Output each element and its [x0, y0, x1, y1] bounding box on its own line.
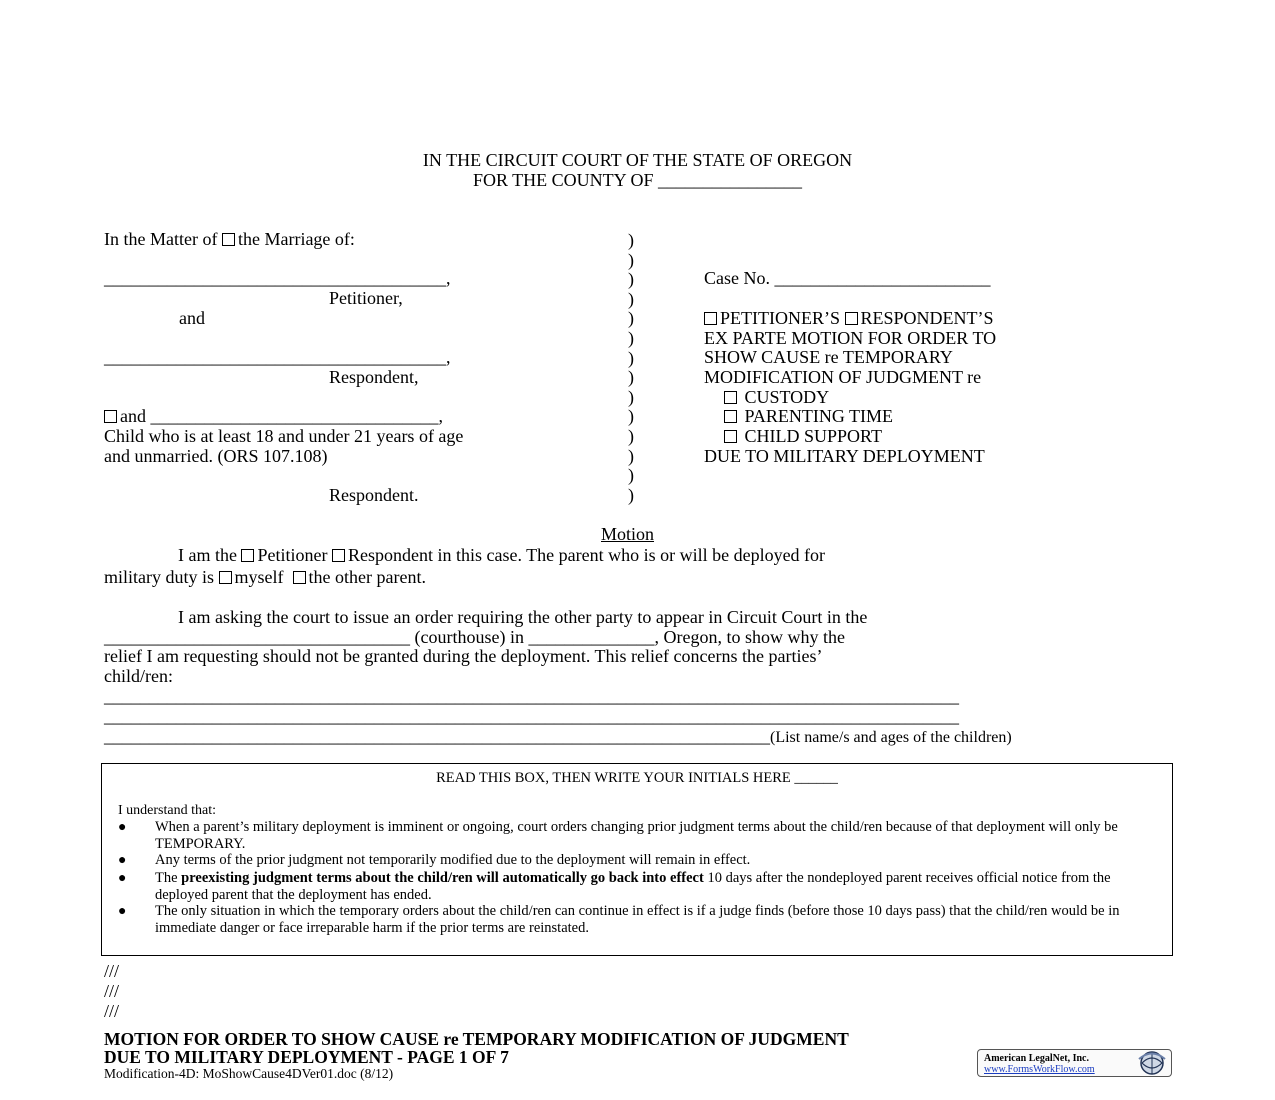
motion-p2-line4: child/ren: [104, 666, 173, 686]
and-label: and [179, 308, 205, 328]
bullet-text-2: Any terms of the prior judgment not temporarily modified due to the deployment will remain in effect. [155, 852, 751, 868]
logo-company: American LegalNet, Inc. [984, 1053, 1089, 1064]
courthouse-location-field[interactable]: __________________________________ (courthouse) in ______________, Oregon, to show why the [104, 627, 845, 647]
bullet-icon: ● [118, 820, 127, 835]
doc-title-1: EX PARTE MOTION FOR ORDER TO [704, 328, 997, 348]
matter-suffix: the Marriage of: [237, 229, 355, 249]
child-party-name-field[interactable]: and ________________________________, [120, 406, 443, 426]
children-blank-2[interactable]: _______________________________________________________________________________________________ [104, 706, 959, 726]
respondents-label: RESPONDENT’S [860, 308, 994, 328]
footer-title-2: DUE TO MILITARY DEPLOYMENT - PAGE 1 OF 7 [104, 1047, 509, 1067]
petitioners-checkbox[interactable] [704, 312, 717, 325]
petitioner-label: Petitioner, [329, 288, 403, 308]
p1-a: I am the [178, 545, 237, 565]
deployed-other-parent-checkbox[interactable] [293, 571, 306, 584]
b3-post: 10 days after the nondeployed parent receives official notice from the deployed parent that the deployment has ended. [155, 870, 1111, 903]
continuation-mark: /// [104, 961, 120, 981]
petitioners-label: PETITIONER’S [720, 308, 840, 328]
children-blank-3 [104, 726, 1012, 748]
children-blank-1[interactable]: _______________________________________________________________________________________________ [104, 686, 959, 706]
understand-intro: I understand that: [118, 803, 216, 818]
children-blank-3-field[interactable]: __________________________________________________________________________ [104, 726, 770, 746]
marriage-checkbox[interactable] [222, 233, 235, 246]
b3-pre: The [155, 870, 182, 886]
matter-prefix: In the Matter of [104, 229, 218, 249]
bullet-icon: ● [118, 904, 127, 919]
respondent2-label: Respondent. [329, 485, 419, 505]
bullet-icon: ● [118, 853, 127, 868]
parenting-time-option [724, 406, 893, 426]
logo-url-link[interactable]: www.FormsWorkFlow.com [984, 1064, 1095, 1075]
bullet-text-3 [155, 870, 1145, 903]
doc-title-3: MODIFICATION OF JUDGMENT re [704, 367, 982, 387]
continuation-mark: /// [104, 1001, 120, 1021]
matter-line [104, 229, 355, 249]
custody-option [724, 387, 829, 407]
court-heading: IN THE CIRCUIT COURT OF THE STATE OF OREGON [422, 150, 853, 170]
continuation-mark: /// [104, 981, 120, 1001]
p1-d: military duty is [104, 567, 214, 587]
motion-p1-line1 [178, 545, 825, 565]
custody-label: CUSTODY [744, 387, 830, 407]
motion-p2-line1: I am asking the court to issue an order requiring the other party to appear in Circuit Court in the [178, 607, 868, 627]
case-number-field[interactable]: Case No. ________________________ [704, 268, 991, 288]
petitioner-name-field[interactable]: ______________________________________, [104, 268, 451, 288]
bullet-text-4: The only situation in which the temporary orders about the child/ren can continue in effect is if a judge finds (before those 10 days pass) that the child/ren would be in immediate danger or face irreparable harm if the prior terms are reinstated. [155, 903, 1120, 936]
children-blank-label: (List name/s and ages of the children) [770, 729, 1012, 746]
p1-b: Petitioner [257, 545, 328, 565]
custody-checkbox[interactable] [724, 391, 737, 404]
child-party-line [104, 406, 443, 426]
p1-f: the other parent. [308, 567, 426, 587]
bullet-text-1: When a parent’s military deployment is imminent or ongoing, court orders changing prior judgment terms about the child/ren because of that deployment will only be TEMPORARY. [155, 819, 1118, 852]
county-heading: FOR THE COUNTY OF ________________ [472, 170, 803, 190]
initials-field[interactable]: READ THIS BOX, THEN WRITE YOUR INITIALS HERE ______ [436, 770, 838, 786]
motion-p1-line2 [104, 567, 426, 587]
child-support-label: CHILD SUPPORT [744, 426, 882, 446]
child-support-checkbox[interactable] [724, 430, 737, 443]
caption-divider: ) ) ) ) ) ) ) ) ) ) ) ) ) ) [628, 230, 634, 505]
p1-c: Respondent in this case. The parent who is or will be deployed for [347, 545, 826, 565]
parenting-time-checkbox[interactable] [724, 410, 737, 423]
parenting-time-label: PARENTING TIME [744, 406, 894, 426]
deployed-myself-checkbox[interactable] [219, 571, 232, 584]
movant-line [704, 308, 994, 328]
bullet-icon: ● [118, 871, 127, 886]
globe-icon [1135, 1050, 1169, 1076]
child-party-checkbox[interactable] [104, 410, 117, 423]
child-support-option [724, 426, 882, 446]
doc-title-2: SHOW CAUSE re TEMPORARY [704, 347, 953, 367]
respondent-name-field[interactable]: ______________________________________, [104, 347, 451, 367]
p1-e: myself [234, 567, 284, 587]
respondents-checkbox[interactable] [845, 312, 858, 325]
child-description-1: Child who is at least 18 and under 21 years of age [104, 426, 464, 446]
b3-bold: preexisting judgment terms about the child/ren will automatically go back into effect [181, 870, 704, 886]
child-description-2: and unmarried. (ORS 107.108) [104, 446, 328, 466]
motion-heading: Motion [601, 524, 655, 544]
i-am-petitioner-checkbox[interactable] [241, 549, 254, 562]
footer-title-1: MOTION FOR ORDER TO SHOW CAUSE re TEMPORARY MODIFICATION OF JUDGMENT [104, 1029, 849, 1049]
american-legalnet-logo [977, 1049, 1172, 1077]
i-am-respondent-checkbox[interactable] [332, 549, 345, 562]
doc-title-4: DUE TO MILITARY DEPLOYMENT [704, 446, 985, 466]
motion-p2-line3: relief I am requesting should not be granted during the deployment. This relief concerns the parties’ [104, 646, 823, 666]
respondent-label: Respondent, [329, 367, 419, 387]
footer-doc-id: Modification-4D: MoShowCause4DVer01.doc (8/12) [104, 1066, 394, 1081]
